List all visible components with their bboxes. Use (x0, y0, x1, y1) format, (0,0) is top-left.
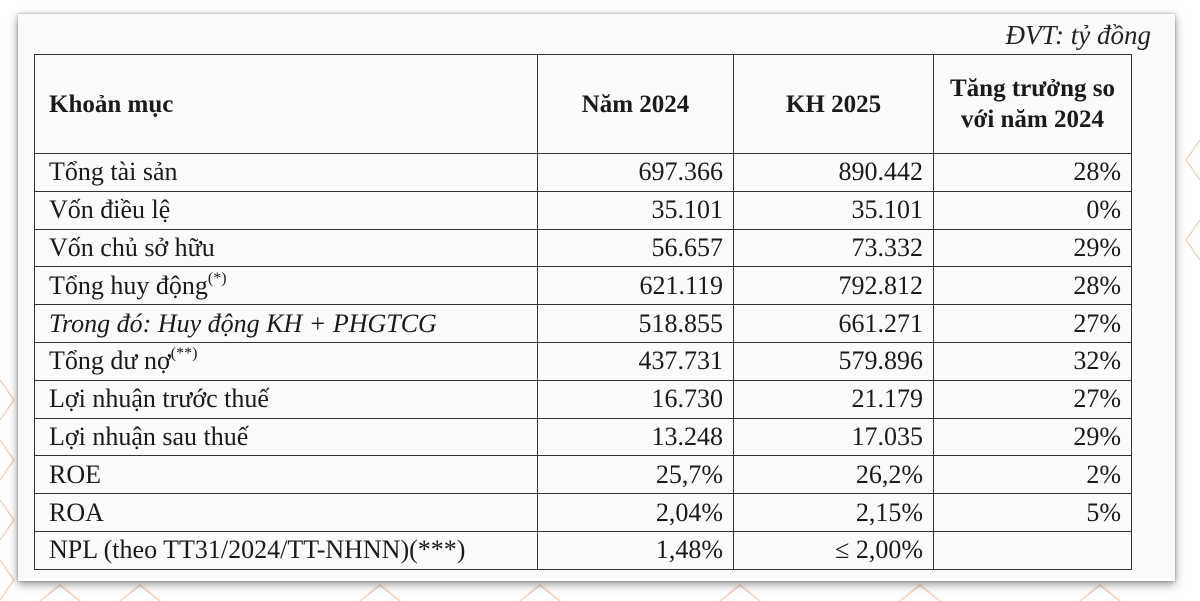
footnote-marker: (**) (170, 345, 198, 363)
row-label (35, 418, 538, 456)
value-plan-2025: 2,15% (734, 494, 934, 532)
value-growth: 28% (934, 154, 1132, 192)
value-plan-2025: 792.812 (734, 267, 934, 305)
value-plan-2025: 26,2% (734, 456, 934, 494)
row-label (35, 456, 538, 494)
row-label-text: Vốn chủ sở hữu (49, 232, 215, 262)
header-year-2024: Năm 2024 (538, 55, 734, 154)
value-2024: 1,48% (538, 531, 734, 569)
value-2024: 16.730 (538, 380, 734, 418)
row-label (35, 229, 538, 267)
value-2024: 2,04% (538, 494, 734, 532)
value-plan-2025: 579.896 (734, 342, 934, 380)
table-row (35, 494, 1132, 532)
header-item: Khoản mục (35, 55, 538, 154)
row-label-text: Lợi nhuận trước thuế (49, 384, 269, 414)
table-row (35, 456, 1132, 494)
value-2024: 25,7% (538, 456, 734, 494)
value-plan-2025: 661.271 (734, 305, 934, 343)
table-header-row (35, 55, 1132, 154)
financial-plan-table (34, 54, 1132, 570)
table-row (35, 531, 1132, 569)
table-body (35, 154, 1132, 570)
table-row (35, 191, 1132, 229)
row-label-text: Tổng dư nợ (49, 346, 171, 376)
row-label (35, 305, 538, 343)
value-growth: 2% (934, 456, 1132, 494)
row-label (35, 154, 538, 192)
row-label-text: Tổng huy động (49, 270, 208, 300)
value-growth: 5% (934, 494, 1132, 532)
header-growth: Tăng trưởng so với năm 2024 (934, 55, 1132, 154)
value-plan-2025: 890.442 (734, 154, 934, 192)
row-label-text: Lợi nhuận sau thuế (49, 421, 249, 451)
row-label (35, 342, 538, 380)
row-label-text: ROE (49, 459, 101, 489)
table-row (35, 418, 1132, 456)
row-label (35, 380, 538, 418)
value-growth: 27% (934, 305, 1132, 343)
value-plan-2025: 17.035 (734, 418, 934, 456)
table-row (35, 267, 1132, 305)
unit-label: ĐVT: tỷ đồng (1005, 20, 1151, 50)
table-row (35, 342, 1132, 380)
value-plan-2025: 21.179 (734, 380, 934, 418)
value-growth (934, 531, 1132, 569)
row-label (35, 494, 538, 532)
value-2024: 56.657 (538, 229, 734, 267)
value-growth: 27% (934, 380, 1132, 418)
value-2024: 621.119 (538, 267, 734, 305)
row-label (35, 531, 538, 569)
header-plan-2025: KH 2025 (734, 55, 934, 154)
row-label-text: Vốn điều lệ (49, 195, 171, 225)
value-2024: 437.731 (538, 342, 734, 380)
row-label-text: ROA (49, 497, 104, 527)
row-label (35, 267, 538, 305)
value-plan-2025: 73.332 (734, 229, 934, 267)
value-2024: 13.248 (538, 418, 734, 456)
table-row (35, 229, 1132, 267)
value-2024: 35.101 (538, 191, 734, 229)
table-row (35, 154, 1132, 192)
row-label-text: Tổng tài sản (49, 157, 178, 187)
value-growth: 32% (934, 342, 1132, 380)
table-document (18, 14, 1175, 581)
footnote-marker: (*) (207, 269, 227, 287)
table-row (35, 380, 1132, 418)
value-2024: 518.855 (538, 305, 734, 343)
row-label (35, 191, 538, 229)
table-row (35, 305, 1132, 343)
value-plan-2025: ≤ 2,00% (734, 531, 934, 569)
value-plan-2025: 35.101 (734, 191, 934, 229)
value-growth: 0% (934, 191, 1132, 229)
row-label-text: Trong đó: Huy động KH + PHGTCG (49, 308, 437, 338)
value-growth: 29% (934, 229, 1132, 267)
row-label-text: NPL (theo TT31/2024/TT-NHNN)(***) (49, 535, 466, 565)
value-2024: 697.366 (538, 154, 734, 192)
value-growth: 28% (934, 267, 1132, 305)
value-growth: 29% (934, 418, 1132, 456)
